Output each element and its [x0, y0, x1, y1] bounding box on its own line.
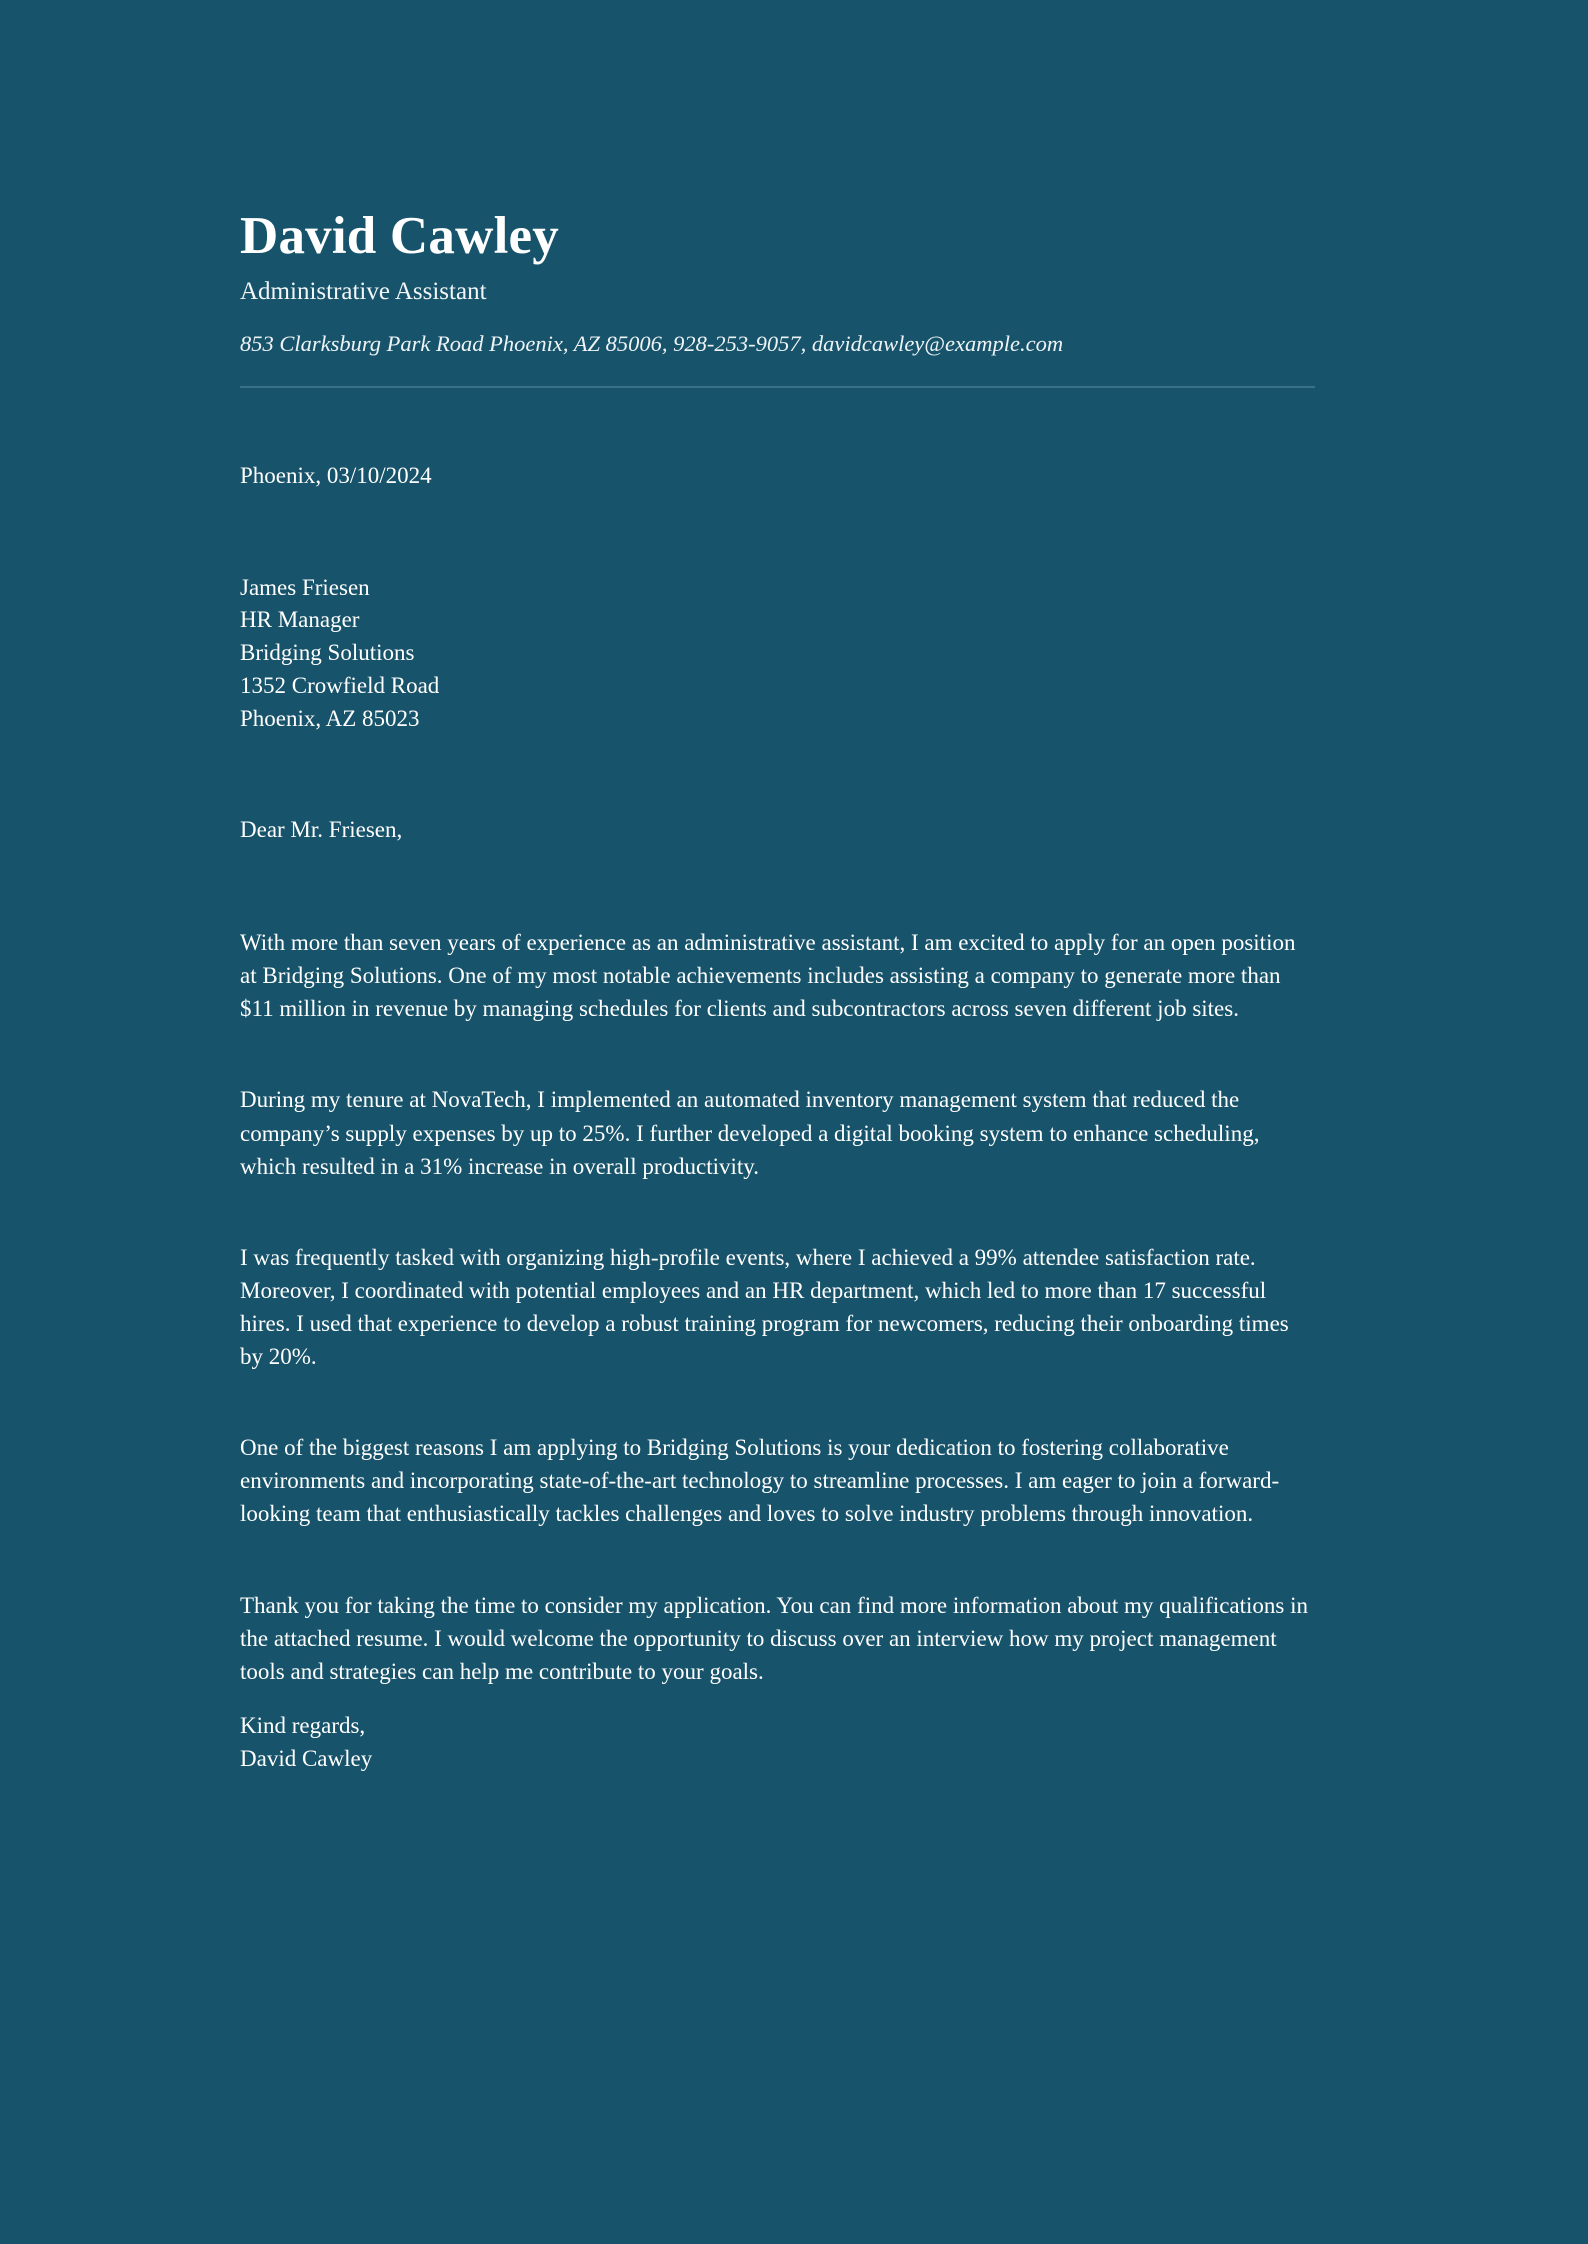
recipient-company: Bridging Solutions [240, 640, 415, 666]
date-line: Phoenix, 03/10/2024 [240, 463, 432, 489]
recipient-role: HR Manager [240, 607, 360, 633]
body-paragraph: I was frequently tasked with organizing high-profile events, where I achieved a 99% attendee satisfaction rate. Moreover, I coordinated with potential employees and an HR department, which led to more than 17 successful hires. I used that experience to develop a robust training program for newcomers, reducing their onboarding times by 20%. [240, 1244, 1289, 1370]
header-divider [240, 386, 1315, 388]
letter-body [240, 926, 1315, 1688]
closing-block [240, 1710, 1315, 1776]
letter-content [240, 208, 1315, 1776]
recipient-block [240, 572, 1315, 736]
body-paragraph: One of the biggest reasons I am applying to Bridging Solutions is your dedication to fostering collaborative environments and incorporating state-of-the-art technology to streamline processes. I am eager to join a forward-looking team that enthusiastically tackles challenges and loves to solve industry problems through innovation. [240, 1435, 1280, 1527]
recipient-city-state-zip: Phoenix, AZ 85023 [240, 706, 420, 732]
applicant-name: David Cawley [240, 207, 559, 265]
salutation: Dear Mr. Friesen, [240, 816, 403, 842]
signature-name: David Cawley [240, 1745, 373, 1771]
recipient-name: James Friesen [240, 574, 370, 600]
body-paragraph: During my tenure at NovaTech, I implemented an automated inventory management system that reduced the company’s supply expenses by up to 25%. I further developed a digital booking system to enhance scheduling, which resulted in a 31% increase in overall productivity. [240, 1087, 1260, 1179]
applicant-job-title: Administrative Assistant [240, 278, 487, 306]
body-paragraph: Thank you for taking the time to consider my application. You can find more information about my qualifications in the attached resume. I would welcome the opportunity to discuss over an interview how my project management tools and strategies can help me contribute to your goals. [240, 1592, 1309, 1684]
body-paragraph: With more than seven years of experience as an administrative assistant, I am excited to apply for an open position at Bridging Solutions. One of my most notable achievements includes assisting a company to generate more than $11 million in revenue by managing schedules for clients and subcontractors across seven different job sites. [240, 930, 1296, 1022]
valediction: Kind regards, [240, 1712, 366, 1738]
applicant-contact-line: 853 Clarksburg Park Road Phoenix, AZ 85006, 928-253-9057, davidcawley@example.com [240, 331, 1064, 357]
letter-header [240, 208, 1315, 388]
recipient-street: 1352 Crowfield Road [240, 673, 440, 699]
